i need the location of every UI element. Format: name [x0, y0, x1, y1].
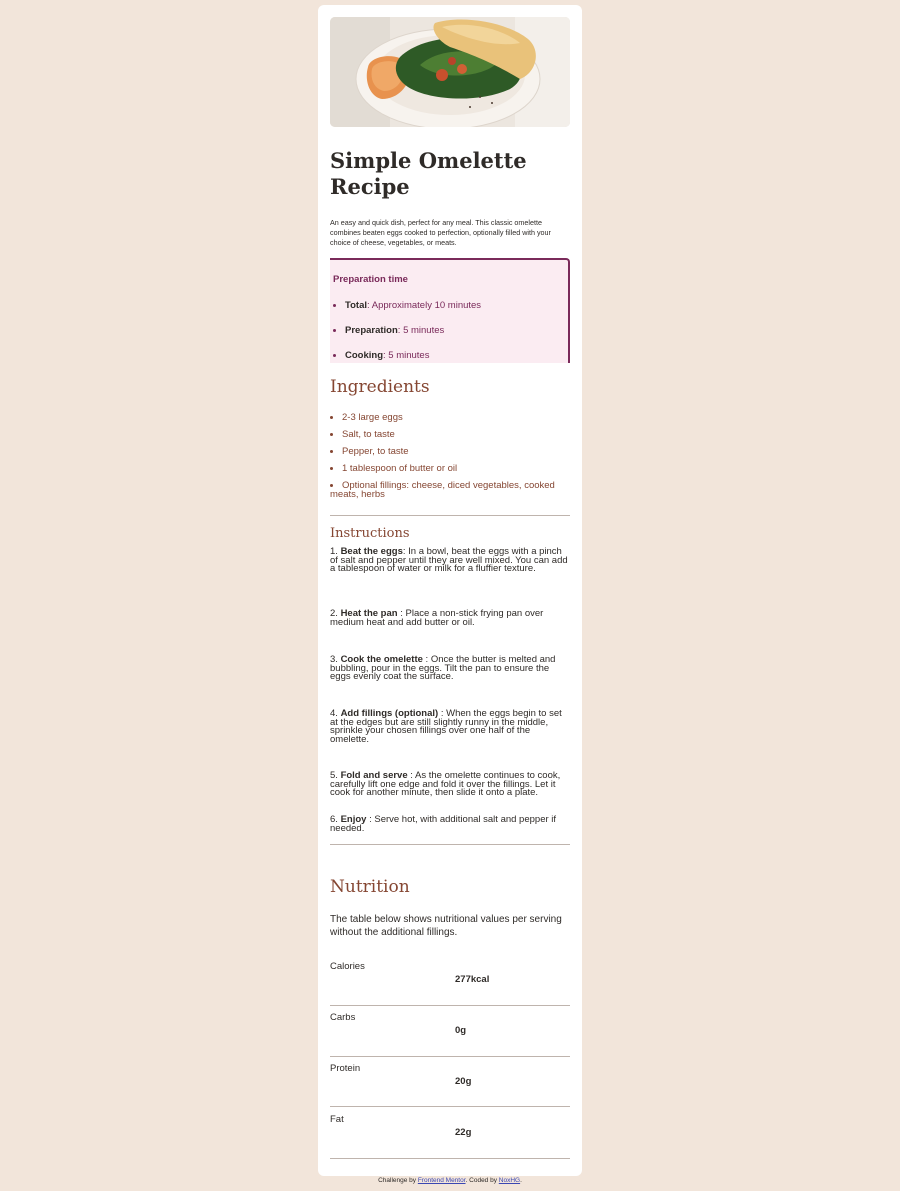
- bullet-icon: [333, 329, 336, 332]
- divider: [330, 1005, 570, 1006]
- step-text: : Once the butter is melted and bubbling, pour in the eggs. Tilt the pan to ensure the eggs evenly coat the surface.: [330, 654, 556, 683]
- ingredient-text: 2-3 large eggs: [342, 412, 403, 423]
- bullet-icon: [330, 467, 333, 470]
- author-link[interactable]: NoxHG: [498, 1177, 521, 1184]
- attribution-footer: [0, 1177, 900, 1184]
- ingredient-item: [330, 481, 570, 499]
- footer-text: Challenge by: [378, 1177, 418, 1184]
- footer-text: .: [520, 1177, 522, 1184]
- ingredient-item: [330, 447, 570, 456]
- divider: [330, 1106, 570, 1107]
- prep-item-cooking: [333, 350, 429, 361]
- preparation-time-box: [330, 258, 570, 363]
- step-text: : When the eggs begin to set at the edges but are still slightly runny in the middle, sprinkle your chosen fillings over one half of the omelette.: [330, 708, 562, 745]
- bullet-icon: [330, 450, 333, 453]
- bullet-icon: [333, 354, 336, 357]
- step-number: 6.: [330, 814, 341, 825]
- divider: [330, 1158, 570, 1159]
- omelette-image: [330, 17, 570, 127]
- step-text: : Serve hot, with additional salt and pepper if needed.: [330, 814, 557, 834]
- ingredients-heading: Ingredients: [330, 377, 430, 397]
- instruction-step: [330, 772, 570, 798]
- prep-item-preparation: [333, 325, 444, 336]
- ingredient-item: [330, 413, 570, 422]
- prep-item-value: : 5 minutes: [383, 350, 430, 361]
- ingredient-text: 1 tablespoon of butter or oil: [342, 463, 458, 474]
- instructions-heading: Instructions: [330, 526, 410, 541]
- instruction-step: [330, 710, 570, 744]
- step-label: Cook the omelette: [340, 654, 423, 665]
- divider: [330, 1056, 570, 1057]
- instruction-step: [330, 816, 570, 833]
- step-label: Heat the pan: [340, 608, 398, 619]
- nutrition-label: Protein: [330, 1063, 361, 1074]
- step-text: : As the omelette continues to cook, carefully lift one edge and fold it over the fillings. Let it cook for another minute, then slide it onto a plate.: [330, 770, 561, 799]
- prep-item-label: Cooking: [345, 350, 383, 361]
- nutrition-label: Fat: [330, 1114, 344, 1125]
- step-label: Beat the eggs: [340, 546, 403, 557]
- nutrition-heading: Nutrition: [330, 877, 410, 897]
- prep-item-label: Preparation: [345, 325, 398, 336]
- preparation-time-title: Preparation time: [333, 274, 408, 285]
- prep-item-total: [333, 300, 481, 311]
- nutrition-label: Calories: [330, 961, 365, 972]
- bullet-icon: [330, 433, 333, 436]
- instruction-step: [330, 548, 570, 574]
- ingredient-item: [330, 430, 570, 439]
- bullet-icon: [333, 304, 336, 307]
- nutrition-label: Carbs: [330, 1012, 356, 1023]
- step-number: 2.: [330, 608, 341, 619]
- recipe-title: Simple Omelette Recipe: [330, 148, 527, 199]
- nutrition-value: 20g: [455, 1076, 472, 1087]
- ingredient-item: [330, 464, 570, 473]
- nutrition-description: The table below shows nutritional values per serving without the additional fillings.: [330, 914, 562, 938]
- ingredient-text: Salt, to taste: [342, 429, 395, 440]
- step-number: 5.: [330, 770, 341, 781]
- step-label: Enjoy: [340, 814, 367, 825]
- divider: [330, 515, 570, 516]
- nutrition-value: 22g: [455, 1127, 472, 1138]
- recipe-card: [318, 5, 582, 1176]
- bullet-icon: [330, 416, 333, 419]
- divider: [330, 844, 570, 845]
- prep-item-value: : Approximately 10 minutes: [367, 300, 482, 311]
- step-number: 3.: [330, 654, 341, 665]
- prep-item-value: : 5 minutes: [397, 325, 445, 336]
- step-label: Fold and serve: [340, 770, 408, 781]
- step-text: : In a bowl, beat the eggs with a pinch of salt and pepper until they are well mixed. You can add a tablespoon of water or milk for a fluffier texture.: [330, 546, 568, 575]
- nutrition-value: 0g: [455, 1025, 467, 1036]
- frontend-mentor-link[interactable]: Frontend Mentor: [417, 1177, 466, 1184]
- step-number: 1.: [330, 546, 341, 557]
- nutrition-value: 277kcal: [455, 974, 490, 985]
- bullet-icon: [330, 484, 333, 487]
- step-label: Add fillings (optional): [340, 708, 439, 719]
- ingredient-text: Optional fillings: cheese, diced vegetables, cooked meats, herbs: [330, 480, 555, 500]
- step-number: 4.: [330, 708, 341, 719]
- instruction-step: [330, 656, 570, 682]
- prep-item-label: Total: [345, 300, 367, 311]
- ingredient-text: Pepper, to taste: [342, 446, 409, 457]
- instruction-step: [330, 610, 570, 627]
- recipe-intro: An easy and quick dish, perfect for any meal. This classic omelette combines beaten eggs cooked to perfection, optionally filled with your choice of cheese, vegetables, or meats.: [330, 218, 551, 247]
- step-text: : Place a non-stick frying pan over medium heat and add butter or oil.: [330, 608, 544, 628]
- footer-text: . Coded by: [465, 1177, 499, 1184]
